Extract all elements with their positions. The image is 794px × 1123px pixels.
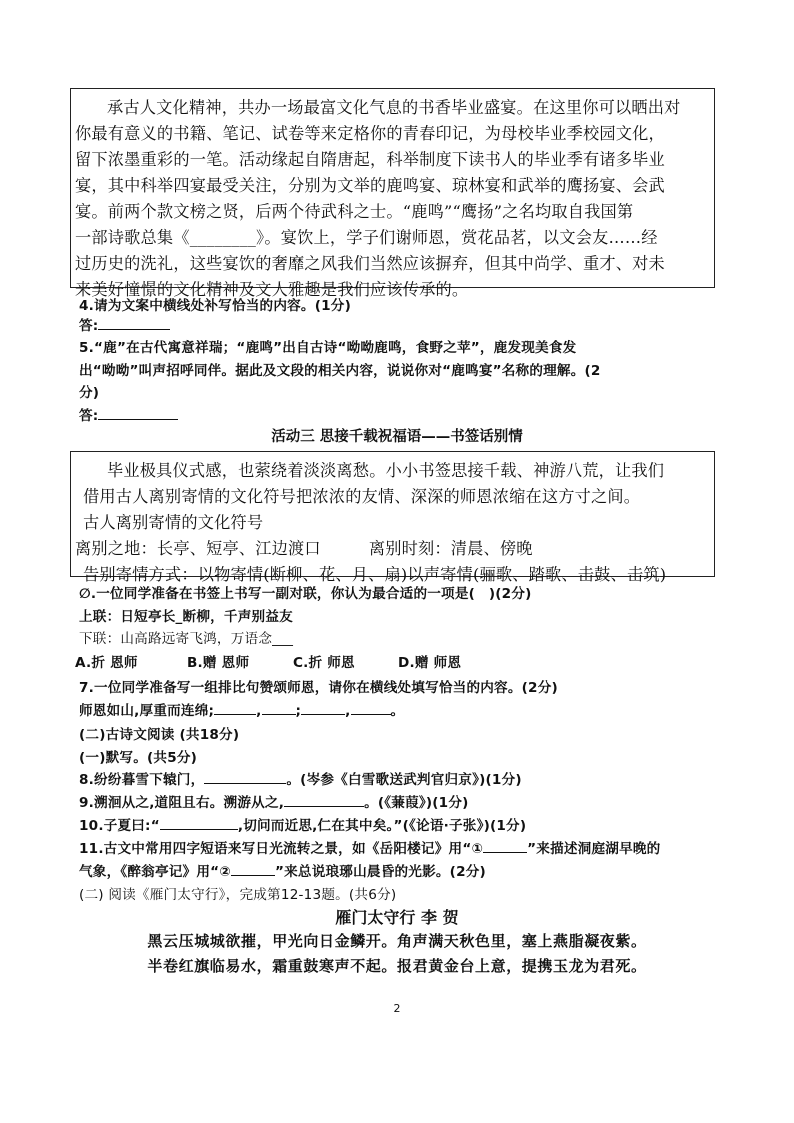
passage-box-banquet xyxy=(70,88,715,299)
answer-blank[interactable] xyxy=(284,792,364,807)
blank-marker-1: ① xyxy=(471,841,484,857)
question-6-options xyxy=(75,651,461,671)
option-a[interactable]: A.折 恩师 xyxy=(75,655,138,671)
question-9-source: 。(《蒹葭》)(1分) xyxy=(364,795,469,811)
passage-line: 留下浓墨重彩的一笔。活动缘起自隋唐起，科举制度下读书人的毕业季有诸多毕业 xyxy=(75,150,665,169)
passage-line: 宴。前两个款文榜之贤，后两个待武科之士。“鹿鸣”“鹰扬”之名均取自我国第 xyxy=(75,202,634,221)
answer-blank[interactable] xyxy=(262,700,296,715)
question-5-line1: 5.“鹿”在古代寓意祥瑞；“鹿鸣”出自古诗“呦呦鹿鸣，食野之苹”，鹿发现美食发 xyxy=(79,340,577,356)
parallel-prompt: 师恩如山,厚重而连绵; xyxy=(79,703,215,719)
question-10-source: ,切问而近思,仁在其中矣。”(《论语·子张》)(1分) xyxy=(237,818,527,834)
question-10-prompt: 10.子夏曰:“ xyxy=(79,818,160,834)
section-2-title: (二)古诗文阅读 (共18分) xyxy=(79,727,240,743)
question-6: ∅.一位同学准备在书签上书写一副对联，你认为最合适的一项是( )(2分) xyxy=(79,586,532,602)
question-11-prompt: 气象，《醉翁亭记》用“ xyxy=(79,864,220,880)
answer-4 xyxy=(79,314,170,334)
answer-blank[interactable] xyxy=(214,700,256,715)
answer-blank[interactable] xyxy=(231,861,275,876)
question-9 xyxy=(79,791,469,811)
activity-3-title: 活动三 思接千载祝福语——书签话别情 xyxy=(271,429,523,445)
question-8-prompt: 8.纷纷暮雪下辕门， xyxy=(79,772,205,788)
couplet-upper: 上联：日短亭长_断柳，千声别益友 xyxy=(79,609,293,625)
question-8-source: 。(岑参《白雪歌送武判官归京》)(1分) xyxy=(286,772,522,788)
poem-title: 雁门太守行 李 贺 xyxy=(335,908,459,927)
answer-blank[interactable] xyxy=(98,315,170,330)
farewell-times: 离别时刻：清晨、傍晚 xyxy=(368,539,533,558)
passage-line: 过历史的洗礼，这些宴饮的奢靡之风我们当然应该摒弃，但其中尚学、重才、对未 xyxy=(75,254,665,273)
option-b[interactable]: B.赠 恩师 xyxy=(187,655,250,671)
question-7: 7.一位同学准备写一组排比句赞颂师恩，请你在横线处填写恰当的内容。(2分) xyxy=(79,680,558,696)
answer-label: 答: xyxy=(79,318,99,334)
answer-blank[interactable] xyxy=(301,700,345,715)
passage-line: 告别寄情方式：以物寄情(断柳、花、月、扇)以声寄情(骊歌、踏歌、击鼓、击筑) xyxy=(83,565,667,584)
passage-line: 你最有意义的书籍、笔记、试卷等来定格你的青春印记，为母校毕业季校园文化， xyxy=(75,124,665,143)
answer-blank[interactable] xyxy=(483,838,527,853)
reading-section-title: (二) 阅读《雁门太守行》，完成第12-13题。(共6分) xyxy=(79,887,397,903)
poem-line-1: 黑云压城城欲摧，甲光向日金鳞开。角声满天秋色里，塞上燕脂凝夜紫。 xyxy=(147,932,647,950)
couplet-lower: 下联：山高路远寄飞鸿，万语念___ xyxy=(79,631,294,647)
poem-line-2: 半卷红旗临易水，霜重鼓寒声不起。报君黄金台上意，提携玉龙为君死。 xyxy=(147,957,647,975)
blank-marker-2: ② xyxy=(219,864,231,880)
passage-line: 承古人文化精神，共办一场最富文化气息的书香毕业盛宴。在这里你可以晒出对 xyxy=(107,98,681,117)
passage-line: 借用古人离别寄情的文化符号把浓浓的友情、深深的师恩浓缩在这方寸之间。 xyxy=(83,487,641,506)
page-number: 2 xyxy=(393,1002,401,1015)
question-5-line3: 分) xyxy=(79,385,100,401)
question-10 xyxy=(79,814,526,834)
answer-5 xyxy=(79,404,178,424)
passage-box-bookmark xyxy=(70,451,715,584)
question-5-line2: 出“呦呦”叫声招呼同伴。据此及文段的相关内容，说说你对“鹿鸣宴”名称的理解。(2 xyxy=(79,363,601,379)
passage-line: 来美好憧憬的文化精神及文人雅趣是我们应该传承的。 xyxy=(75,280,469,299)
question-11-line2 xyxy=(79,860,486,880)
answer-blank[interactable] xyxy=(204,769,286,784)
answer-blank[interactable] xyxy=(160,815,238,830)
question-8 xyxy=(79,768,522,788)
answer-blank[interactable] xyxy=(351,700,391,715)
option-d[interactable]: D.赠 师恩 xyxy=(398,655,462,671)
passage-line: 古人离别寄情的文化符号 xyxy=(83,513,264,532)
section-2-sub1: (一)默写。(共5分) xyxy=(79,750,198,766)
question-11-prompt-cont: ”来总说琅琊山晨昏的光影。(2分) xyxy=(275,864,486,880)
farewell-places: 离别之地：长亭、短亭、江边渡口 xyxy=(75,539,321,558)
option-c[interactable]: C.折 师恩 xyxy=(293,655,355,671)
question-4: 4.请为文案中横线处补写恰当的内容。(1分) xyxy=(79,298,351,314)
question-11-line1 xyxy=(79,837,660,857)
passage-line: 宴，其中科举四宴最受关注，分别为文举的鹿鸣宴、琼林宴和武举的鹰扬宴、会武 xyxy=(75,176,665,195)
passage-line: 一部诗歌总集《________》。宴饮上，学子们谢师恩，赏花品茗，以文会友……经 xyxy=(75,228,658,247)
passage-line xyxy=(75,536,710,562)
question-11-prompt-cont: ”来描述洞庭湖早晚的 xyxy=(527,841,661,857)
question-9-prompt: 9.溯洄从之,道阻且右。溯游从之, xyxy=(79,795,285,811)
answer-blank[interactable] xyxy=(98,405,178,420)
question-7-answer: 师恩如山,厚重而连绵; , ; , 。 xyxy=(79,699,404,719)
answer-label: 答: xyxy=(79,408,99,424)
question-11-prompt: 11.古文中常用四字短语来写日光流转之景，如《岳阳楼记》用“ xyxy=(79,841,472,857)
passage-line: 毕业极具仪式感，也萦绕着淡淡离愁。小小书签思接千载、神游八荒，让我们 xyxy=(107,461,665,480)
